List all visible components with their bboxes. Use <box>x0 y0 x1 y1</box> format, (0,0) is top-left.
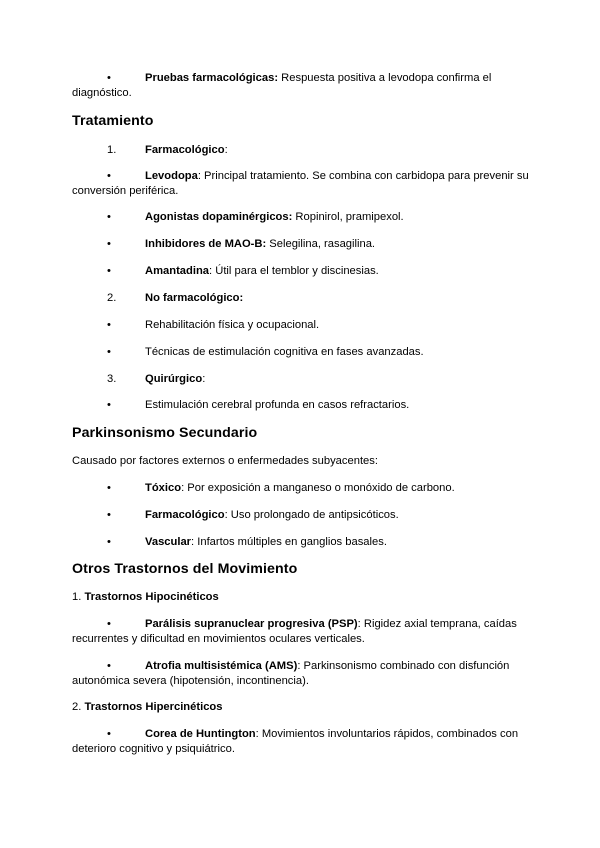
item-text: Selegilina, rasagilina. <box>266 238 376 250</box>
subsection-number: 2. <box>72 701 82 713</box>
item-text: Respuesta positiva a levodopa confirma el <box>278 72 492 84</box>
bullet: • <box>107 170 111 182</box>
item-term: Inhibidores de MAO-B: <box>145 238 267 250</box>
item-text: : Por exposición a manganeso o monóxido de carbono. <box>181 482 455 494</box>
bullet: • <box>107 482 111 494</box>
bullet: • <box>107 728 111 740</box>
item-text: : Movimientos involuntarios rápidos, combinados con <box>255 728 519 740</box>
item-term: Farmacológico <box>145 144 225 156</box>
item-number: 3. <box>107 373 117 385</box>
bullet: • <box>107 509 111 521</box>
item-text: : Rigidez axial temprana, caídas <box>357 618 517 630</box>
bullet: • <box>107 211 111 223</box>
item-term: Pruebas farmacológicas: <box>145 72 279 84</box>
item-text: Ropinirol, pramipexol. <box>292 211 404 223</box>
item-term: Vascular <box>145 536 192 548</box>
item-text: Estimulación cerebral profunda en casos refractarios. <box>145 399 410 411</box>
section-heading-tratamiento: Tratamiento <box>72 113 154 129</box>
item-number: 1. <box>107 144 117 156</box>
item-number: 2. <box>107 292 117 304</box>
subsection-title: Trastornos Hipocinéticos <box>84 591 219 603</box>
item-text: : Infartos múltiples en ganglios basales. <box>191 536 387 548</box>
paragraph-text: Causado por factores externos o enfermedades subyacentes: <box>72 455 378 467</box>
bullet: • <box>107 399 111 411</box>
item-term: Farmacológico <box>145 509 225 521</box>
item-term: Parálisis supranuclear progresiva (PSP) <box>145 618 358 630</box>
item-term: Quirúrgico <box>145 373 203 385</box>
item-term: Corea de Huntington <box>145 728 256 740</box>
item-text: : Parkinsonismo combinado con disfunción <box>297 660 510 672</box>
item-text: : Uso prolongado de antipsicóticos. <box>224 509 399 521</box>
item-text: Técnicas de estimulación cognitiva en fases avanzadas. <box>145 346 424 358</box>
item-term: Agonistas dopaminérgicos: <box>145 211 293 223</box>
item-term: Tóxico <box>145 482 182 494</box>
item-text: : <box>224 144 228 156</box>
item-text: Rehabilitación física y ocupacional. <box>145 319 320 331</box>
item-text-continued: diagnóstico. <box>72 87 132 99</box>
item-text-continued: autonómica severa (hipotensión, incontinencia). <box>72 675 309 687</box>
item-term: Atrofia multisistémica (AMS) <box>145 660 298 672</box>
bullet: • <box>107 72 111 84</box>
item-text-continued: deterioro cognitivo y psiquiátrico. <box>72 743 235 755</box>
item-text: : Principal tratamiento. Se combina con carbidopa para prevenir su <box>197 170 529 182</box>
bullet: • <box>107 265 111 277</box>
section-heading-otros: Otros Trastornos del Movimiento <box>72 561 298 577</box>
item-term: No farmacológico: <box>145 292 244 304</box>
bullet: • <box>107 346 111 358</box>
subsection-title: Trastornos Hipercinéticos <box>84 701 223 713</box>
item-term: Amantadina <box>145 265 210 277</box>
bullet: • <box>107 536 111 548</box>
item-text-continued: recurrentes y dificultad en movimientos oculares verticales. <box>72 633 365 645</box>
item-text: : <box>202 373 206 385</box>
item-term: Levodopa <box>145 170 198 182</box>
bullet: • <box>107 319 111 331</box>
section-heading-secundario: Parkinsonismo Secundario <box>72 425 258 441</box>
subsection-number: 1. <box>72 591 82 603</box>
bullet: • <box>107 618 111 630</box>
item-text: : Útil para el temblor y discinesias. <box>209 265 379 277</box>
bullet: • <box>107 660 111 672</box>
bullet: • <box>107 238 111 250</box>
item-text-continued: conversión periférica. <box>72 185 179 197</box>
